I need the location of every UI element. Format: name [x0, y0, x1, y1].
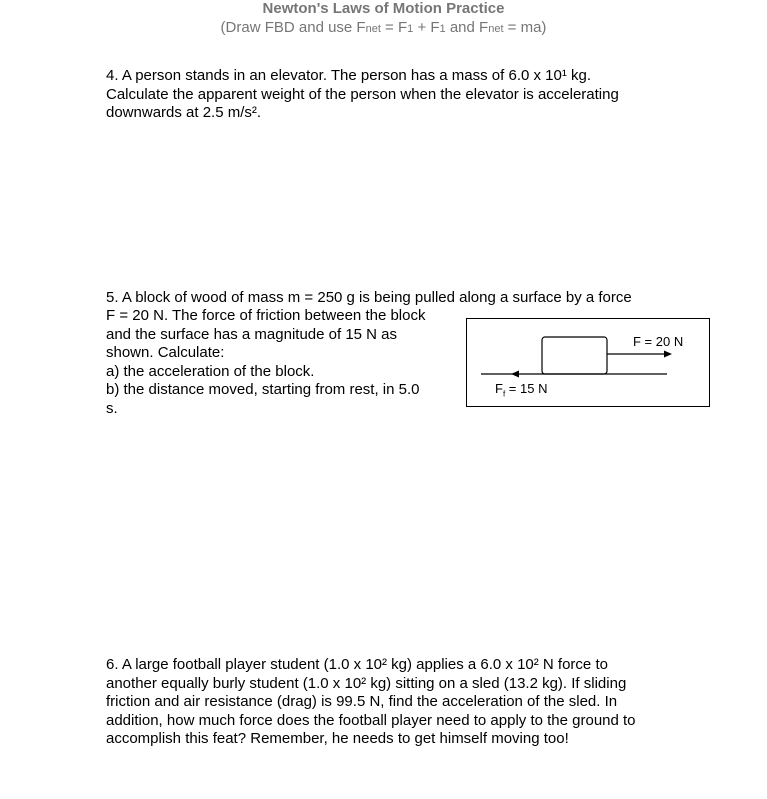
- question-5-line: a) the acceleration of the block.: [106, 362, 315, 380]
- subtitle-part: = F: [380, 19, 408, 36]
- subtitle-subscript: 1: [407, 23, 414, 35]
- question-6-line: 6. A large football player student (1.0 x 10² kg) applies a 6.0 x 10² N force to: [106, 656, 608, 673]
- question-6-line: accomplish this feat? Remember, he needs to get himself moving too!: [106, 730, 569, 747]
- wood-block: [542, 337, 607, 374]
- question-4-line: downwards at 2.5 m/s².: [106, 104, 262, 121]
- question-6: [106, 656, 706, 749]
- question-4-line: 4. A person stands in an elevator. The person has a mass of 6.0 x 10¹ kg.: [106, 67, 592, 84]
- friction-subscript: f: [502, 389, 506, 399]
- applied-force-arrowhead: [664, 351, 672, 358]
- question-6-line: another equally burly student (1.0 x 10² kg) sitting on a sled (13.2 kg). If sliding: [106, 674, 627, 692]
- subtitle-subscript: net: [488, 23, 504, 35]
- question-6-line: friction and air resistance (drag) is 99.5 N, find the acceleration of the sled. In: [106, 693, 618, 710]
- subtitle-part: and F: [445, 19, 489, 36]
- force-diagram: [466, 318, 710, 407]
- question-5-line: shown. Calculate:: [106, 344, 225, 361]
- page-subtitle: [0, 19, 767, 38]
- question-5-line: and the surface has a magnitude of 15 N as: [106, 325, 398, 343]
- friction-arrowhead: [511, 371, 519, 378]
- page-title: Newton's Laws of Motion Practice: [262, 0, 505, 17]
- subtitle-part: + F: [413, 19, 440, 36]
- question-4: [106, 67, 706, 123]
- applied-force-label: F = 20 N: [633, 334, 684, 349]
- subtitle-part: = ma): [503, 19, 547, 36]
- subtitle-subscript: net: [365, 23, 381, 35]
- question-5-line: b) the distance moved, starting from rest, in 5.0: [106, 381, 420, 398]
- question-6-line: addition, how much force does the football player need to apply to the ground to: [106, 711, 636, 729]
- question-5-line: s.: [106, 399, 118, 417]
- question-4-line: Calculate the apparent weight of the person when the elevator is accelerating: [106, 85, 619, 103]
- friction-symbol: F: [495, 381, 503, 396]
- question-5: [106, 307, 456, 418]
- subtitle-subscript: 1: [439, 23, 446, 35]
- subtitle-part: (Draw FBD and use F: [220, 19, 366, 36]
- question-5-line: F = 20 N. The force of friction between the block: [106, 307, 426, 324]
- friction-force-label: [495, 381, 547, 402]
- question-5-line: 5. A block of wood of mass m = 250 g is being pulled along a surface by a force: [106, 289, 632, 306]
- friction-value: = 15 N: [505, 381, 548, 396]
